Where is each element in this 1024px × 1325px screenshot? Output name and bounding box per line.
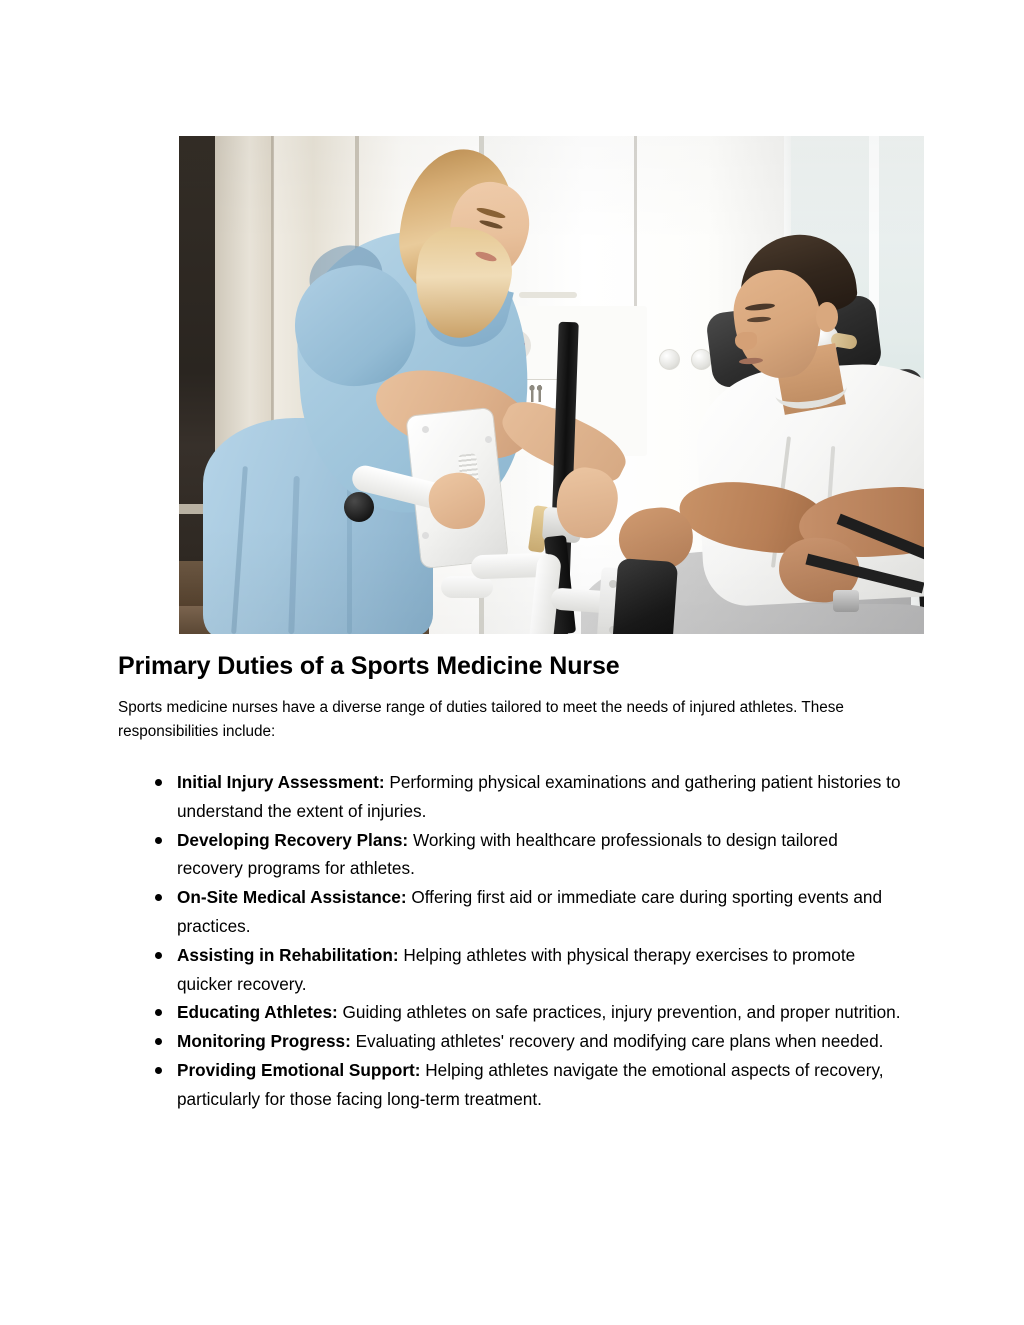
clinic-photo [179, 136, 924, 634]
pad-bolt-top-left [422, 426, 429, 433]
duty-term: Providing Emotional Support: [177, 1059, 421, 1080]
duty-term: Developing Recovery Plans: [177, 829, 409, 850]
patient-nose [735, 332, 757, 350]
machine-black-pad [612, 558, 678, 634]
person-pictogram-icon [528, 385, 544, 402]
duty-description: Helping athletes navigate the emotional aspects of recovery, particularly for those facing long-term treatment. [177, 1059, 884, 1109]
machine-tube-small [441, 576, 493, 598]
duty-list-item [155, 998, 908, 1027]
duties-list [118, 768, 908, 1114]
duty-term: On-Site Medical Assistance: [177, 887, 407, 908]
duty-term: Assisting in Rehabilitation: [177, 944, 399, 965]
cabinet-slot [519, 292, 577, 298]
duty-description: Offering first aid or immediate care during sporting events and practices. [177, 887, 883, 936]
duty-term: Monitoring Progress: [177, 1031, 351, 1052]
duty-description: Working with healthcare professionals to design tailored recovery programs for athletes. [177, 829, 838, 879]
cabinet-knob-left [659, 349, 680, 370]
duty-list-item [155, 768, 908, 826]
duty-list-item [155, 826, 908, 884]
duty-description: Helping athletes with physical therapy exercises to promote quicker recovery. [177, 944, 856, 994]
pad-bolt-bottom-left [422, 532, 429, 539]
machine-handle-grip [344, 492, 374, 522]
page-title: Primary Duties of a Sports Medicine Nurse [118, 652, 620, 680]
duty-list-item [155, 1056, 908, 1114]
duty-list-item [155, 883, 908, 941]
intro-paragraph: Sports medicine nurses have a diverse range of duties tailored to meet the needs of injured athletes. These responsibilities include: [118, 699, 844, 740]
duty-list-item [155, 941, 908, 999]
duty-description: Evaluating athletes' recovery and modifying care plans when needed. [350, 1031, 884, 1052]
duty-term: Educating Athletes: [177, 1002, 338, 1023]
pad-bolt-right [485, 436, 492, 443]
chair-strap-buckle [833, 590, 859, 612]
patient-sweatpants-lower [631, 604, 924, 634]
patient-ear [816, 302, 838, 332]
article-hero-image [179, 136, 924, 634]
duty-description: Guiding athletes on safe practices, injury prevention, and proper nutrition. [337, 1002, 901, 1023]
duty-description: Performing physical examinations and gathering patient histories to understand the extent of injuries. [177, 772, 901, 821]
article-content [118, 650, 908, 1114]
duty-term: Initial Injury Assessment: [177, 772, 385, 792]
duty-list-item [155, 1027, 908, 1056]
